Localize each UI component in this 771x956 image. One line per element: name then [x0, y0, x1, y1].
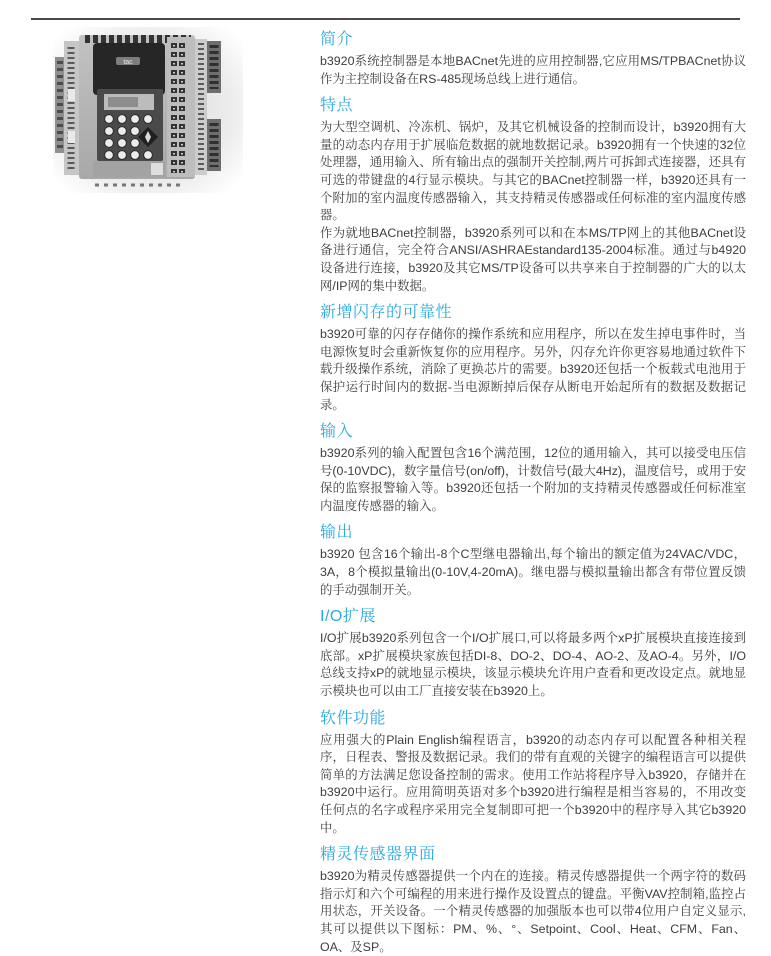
section-flash-reliability — [320, 303, 746, 414]
section-heading: 软件功能 — [320, 709, 387, 727]
section-paragraph: b3920系统控制器是本地BACnet先进的应用控制器,它应用MS/TPBACnet协议作为主控制设备在RS-485现场总线上进行通信。 — [320, 54, 746, 86]
section-heading: 输入 — [320, 423, 354, 441]
section-heading: I/O扩展 — [320, 608, 376, 626]
top-horizontal-rule — [31, 18, 740, 20]
section-paragraph: b3920可靠的闪存存储你的操作系统和应用程序，所以在发生掉电事件时，当电源恢复时会重新恢复你的应用程序。另外，闪存允许你更容易地通过软件下载升级操作系统，消除了更换芯片的需要。b3920还包括一个板载式电池用于保护运行时间内的数据-当电源断掉后保存从断电开始起所有的数据及数据记录。 — [320, 327, 746, 412]
section-paragraph: 作为就地BACnet控制器，b3920系列可以和在本MS/TP网上的其他BACnet设备进行通信，完全符合ANSI/ASHRAEstandard135-2004标准。通过与b4920设备进行连接，b3920及其它MS/TP设备可以共享来自于控制器的广大的以太网/IP网的集中数据。 — [320, 225, 746, 293]
document-body — [320, 30, 746, 956]
section-io-expansion — [320, 607, 746, 700]
right-connector-bottom — [207, 119, 221, 171]
brand-logo: tac — [123, 59, 133, 66]
controller-photo-svg — [53, 27, 243, 193]
section-paragraph: I/O扩展b3920系列包含一个I/O扩展口,可以将最多两个xP扩展模块直接连接到底部。xP扩展模块家族包括DI-8、DO-2、DO-4、AO-2、及AO-4。另外，I/O总线支持xP的就地显示模块，该显示模块允许用户查看和更改设定点。就地显示模块也可以由工厂直接安装在b3920上。 — [320, 631, 746, 699]
section-heading: 简介 — [320, 31, 354, 48]
section-intro — [320, 30, 746, 88]
section-paragraph: 为大型空调机、冷冻机、锅炉，及其它机械设备的控制而设计，b3920拥有大量的动态内存用于扩展临危数据的就地数据记录。b3920拥有一个快速的32位处理器，通用输入、所有输出点的强制开关控制,两片可拆卸式连接器，还具有可选的带键盘的4行显示模块。与其它的BACnet控制器一样，b3920还具有一个附加的室内温度传感器输入，其支持精灵传感器或任何标准的室内温度传感器。 — [320, 120, 746, 223]
section-inputs — [320, 422, 746, 515]
section-heading: 新增闪存的可靠性 — [320, 304, 453, 322]
section-features — [320, 96, 746, 295]
section-heading: 输出 — [320, 524, 354, 542]
section-heading: 特点 — [320, 97, 354, 115]
right-connector-top — [207, 41, 221, 93]
section-paragraph: b3920系列的输入配置包含16个满范围，12位的通用输入，其可以接受电压信号(0-10VDC)，数字量信号(on/off)，计数信号(最大4Hz)，温度信号，或用于安保的监察报警输入等。b3920还包括一个附加的支持精灵传感器或任何标准室内温度传感器的输入。 — [320, 446, 746, 513]
front-panel-top — [93, 43, 165, 95]
section-paragraph: 应用强大的Plain English编程语言，b3920的动态内存可以配置各种相关程序，日程表、警报及数据记录。我们的带有直观的关键字的编程语言可以提供简单的方法满足您设备控制的需求。使用工作站将程序导入b3920，存储并在b3920中运行。应用简明英语对多个b3920进行编程是相当容易的，不用改变任何点的名字或程序采用完全复制即可把一个b3920中的程序导入其它b3920中。 — [320, 732, 746, 835]
section-heading: 精灵传感器界面 — [320, 846, 436, 864]
section-paragraph: b3920为精灵传感器提供一个内在的连接。精灵传感器提供一个两字符的数码指示灯和六个可编程的用来进行操作及设置点的键盘。平衡VAV控制箱,监控占用状态，开关设备。一个精灵传感器的加强版本也可以带4位用户自定义显示,其可以提供以下图标：PM、%、°、Setpoint、Cool、Heat、CFM、Fan、OA、及SP。 — [320, 869, 746, 954]
section-outputs — [320, 523, 746, 599]
controller-photo — [53, 27, 243, 193]
section-software-features — [320, 709, 746, 838]
section-paragraph: b3920 包含16个输出-8个C型继电器输出,每个输出的额定值为24VAC/VDC，3A，8个模拟量输出(0-10V,4-20mA)。继电器与模拟量输出都含有带位置反馈的手动强制开关。 — [320, 547, 746, 597]
section-sensor-interface — [320, 845, 746, 956]
